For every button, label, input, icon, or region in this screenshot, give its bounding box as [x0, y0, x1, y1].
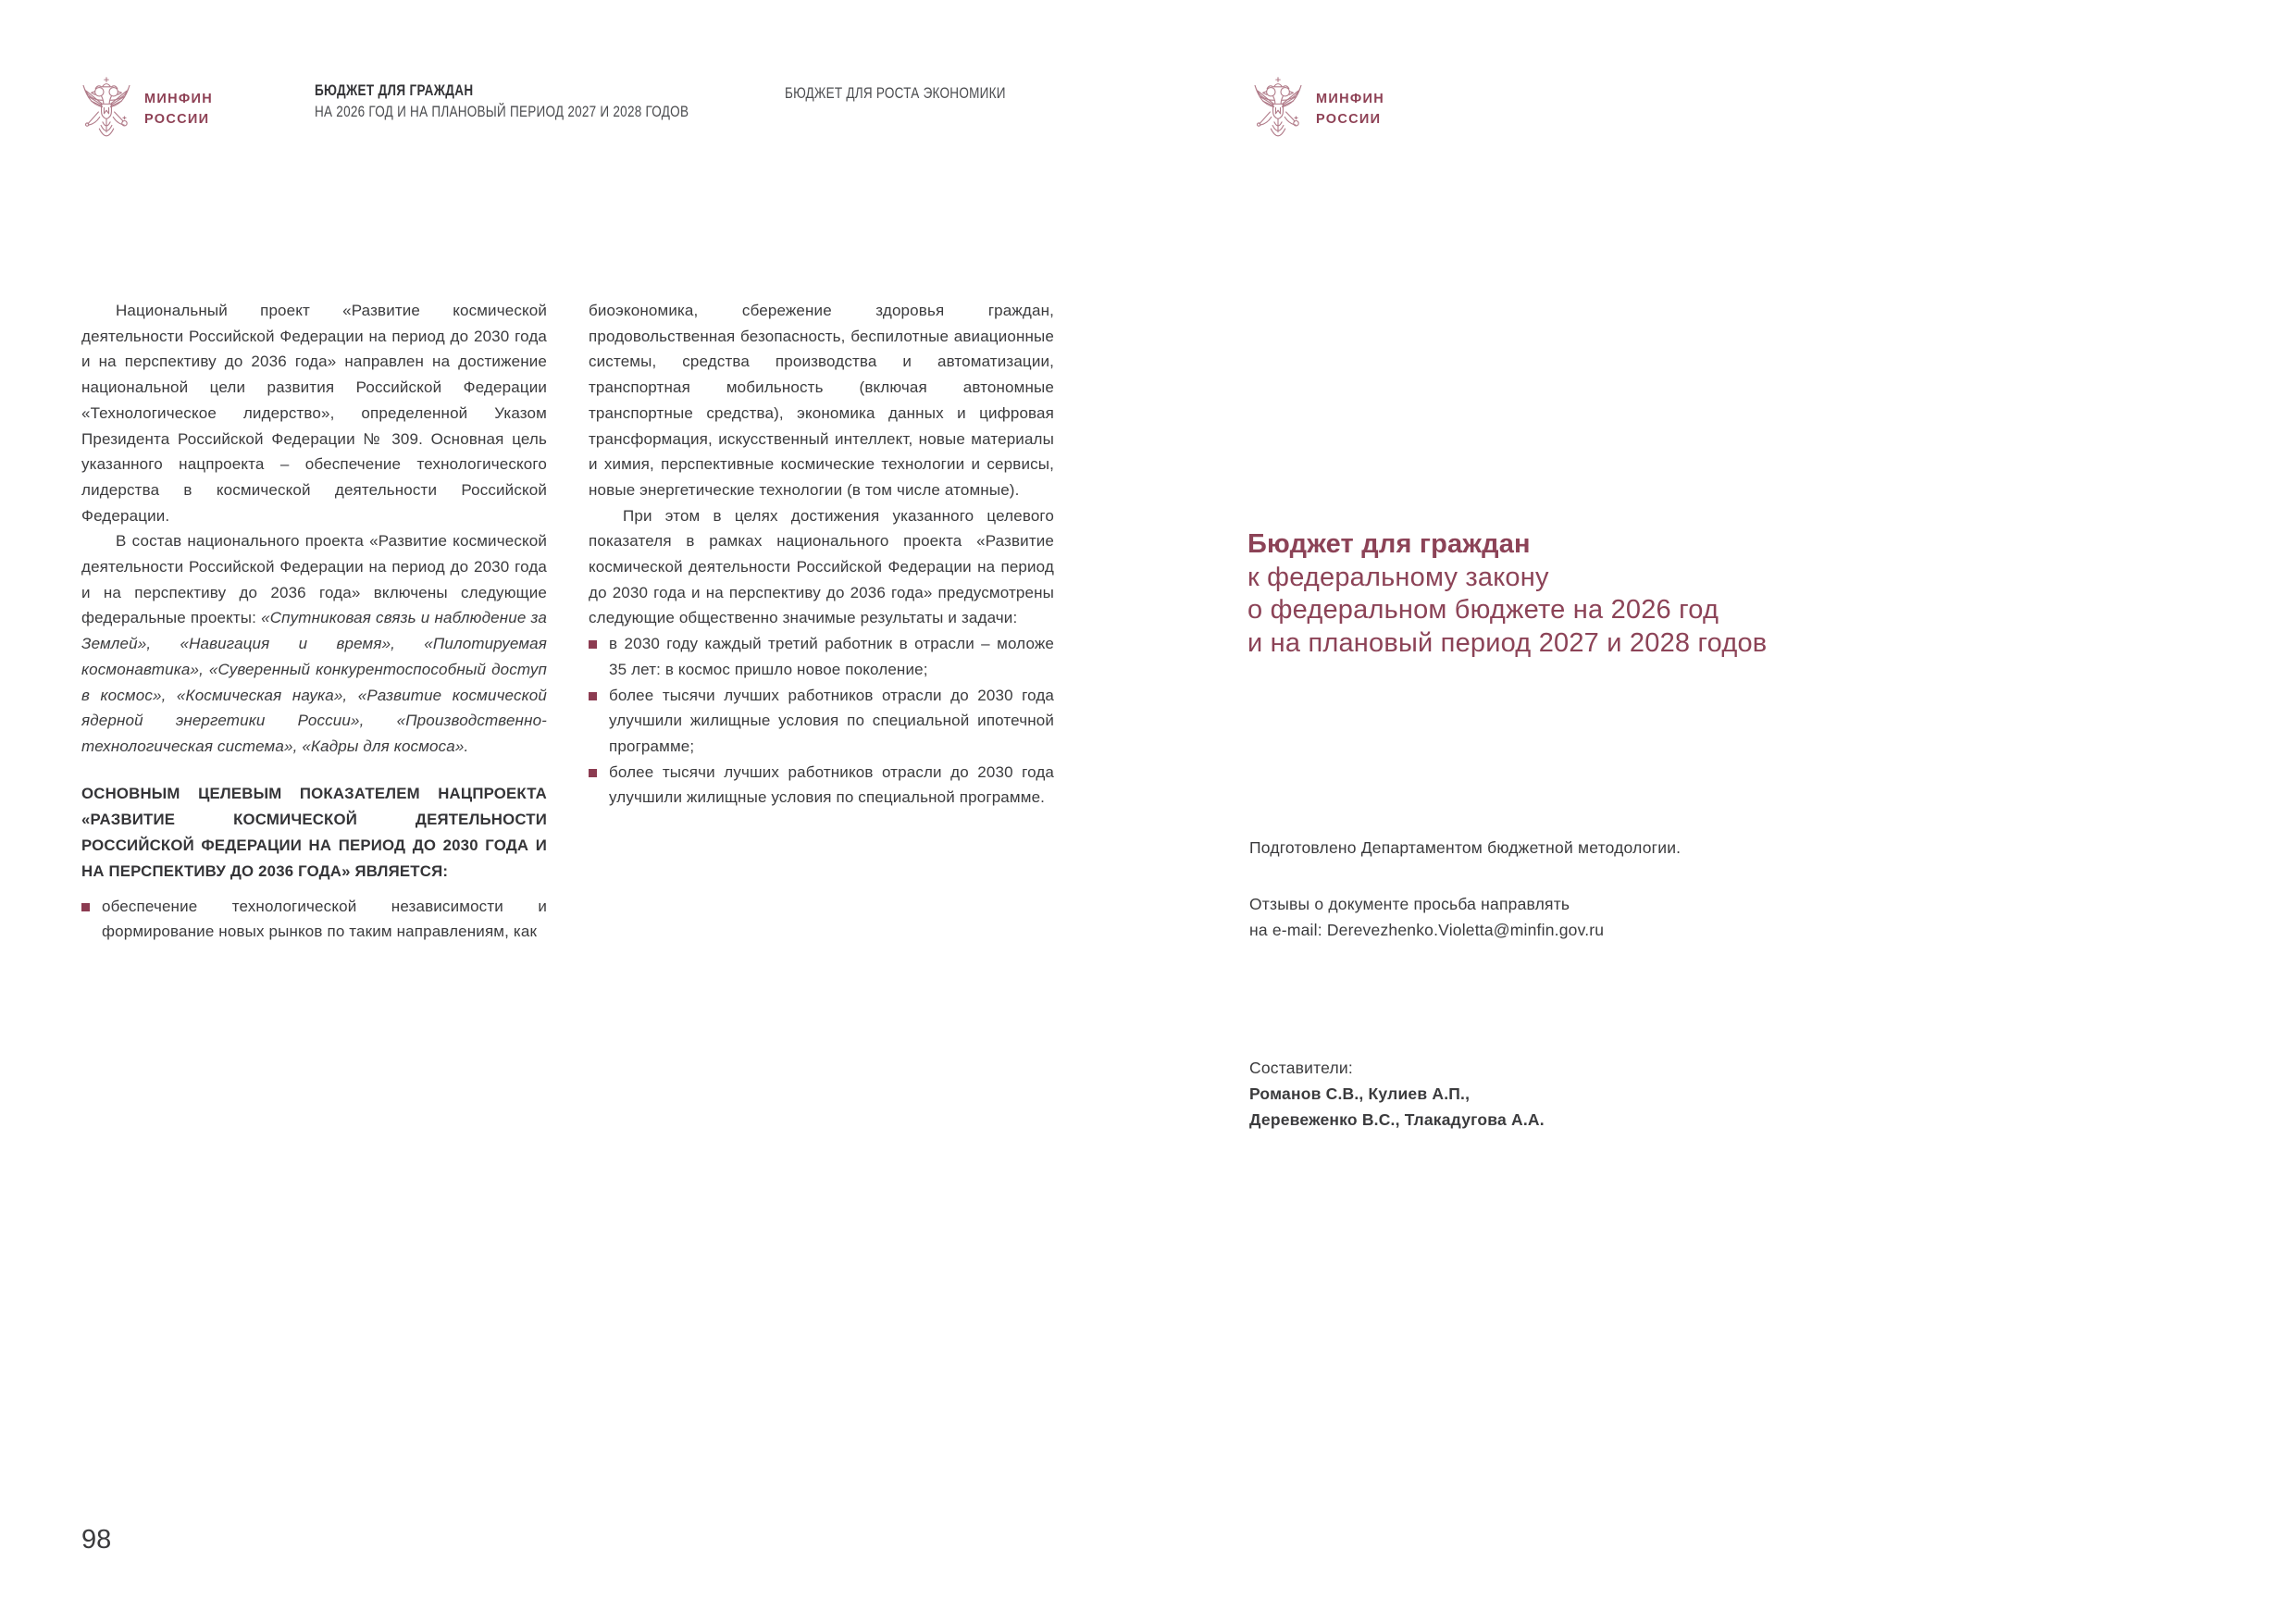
bullet-square-icon	[589, 640, 597, 649]
feedback-line-1: Отзывы о документе просьба направлять	[1249, 895, 1570, 913]
paragraph-federal-projects	[81, 528, 547, 759]
key-indicator-heading: ОСНОВНЫМ ЦЕЛЕВЫМ ПОКАЗАТЕЛЕМ НАЦПРОЕКТА «РАЗВИТИЕ КОСМИЧЕСКОЙ ДЕЯТЕЛЬНОСТИ РОССИЙСКОЙ ФЕДЕРАЦИИ НА ПЕРИОД ДО 2030 ГОДА И НА ПЕРСПЕКТИВУ ДО 2036 ГОДА» ЯВЛЯЕТСЯ:	[81, 784, 547, 880]
paragraph-results-intro: При этом в целях достижения указанного целевого показателя в рамках национального проекта «Развитие космической деятельности Российской Федерации на период до 2030 года и на перспективу до 2036 года» предусмотрены следующие общественно значимые результаты и задачи:	[589, 506, 1054, 627]
text-column-1	[81, 298, 547, 945]
prepared-by-note: Подготовлено Департаментом бюджетной методологии.	[1249, 838, 1682, 857]
bullet-list-col2	[589, 631, 1054, 811]
list-item	[81, 894, 547, 945]
cover-title-line-4: и на плановый период 2027 и 2028 годов	[1247, 627, 1768, 658]
bullet-list-col1	[81, 894, 547, 945]
logo-line-1: МИНФИН	[1316, 92, 1385, 106]
federal-projects-list-italic: «Спутниковая связь и наблюдение за Землей», «Навигация и время», «Пилотируемая космонавтика», «Суверенный конкурентоспособный доступ в космос», «Космическая наука», «Развитие космической ядерной энергетики России», «Производственно-технологическая система», «Кадры для космоса».	[81, 609, 547, 755]
cover-title-line-1: Бюджет для граждан	[1247, 529, 1531, 559]
logo-line-1: МИНФИН	[144, 92, 214, 106]
document-subtitle: НА 2026 ГОД И НА ПЛАНОВЫЙ ПЕРИОД 2027 И 2028 ГОДОВ	[315, 104, 689, 120]
document-title: БЮДЖЕТ ДЛЯ ГРАЖДАН	[315, 82, 474, 99]
section-label: БЮДЖЕТ ДЛЯ РОСТА ЭКОНОМИКИ	[785, 85, 1006, 102]
authors-line-1: Романов С.В., Кулиев А.П.,	[1249, 1084, 1471, 1103]
body-columns	[81, 298, 1054, 945]
feedback-note	[1249, 891, 1604, 943]
minfin-logo-wordmark	[1316, 89, 1384, 150]
bullet-text: обеспечение технологической независимости и формирование новых рынков по таким направлениям, как	[102, 897, 547, 941]
minfin-logo-wordmark	[144, 89, 213, 150]
authors-label: Составители:	[1249, 1059, 1353, 1077]
cover-title-line-2: к федеральному закону	[1247, 562, 1549, 592]
list-item	[589, 760, 1054, 811]
minfin-logo-right	[1251, 74, 1384, 150]
document-header	[315, 82, 771, 121]
minfin-logo-left	[80, 74, 213, 150]
cover-title-line-3: о федеральном бюджете на 2026 год	[1247, 595, 1719, 625]
bullet-square-icon	[81, 903, 90, 911]
bullet-text: в 2030 году каждый третий работник в отрасли – моложе 35 лет: в космос пришло новое поколение;	[609, 635, 1054, 678]
paragraph-directions-continued: биоэкономика, сбережение здоровья граждан, продовольственная безопасность, беспилотные авиационные системы, средства производства и автоматизации, транспортная мобильность (включая автономные транспортные средства), экономика данных и цифровая трансформация, искусственный интеллект, новые материалы и химия, перспективные космические технологии и сервисы, новые энергетические технологии (в том числе атомные).	[589, 302, 1054, 499]
feedback-email-line: на e-mail: Derevezhenko.Violetta@minfin.gov.ru	[1249, 921, 1605, 939]
logo-line-2: РОССИИ	[1316, 112, 1382, 127]
bullet-square-icon	[589, 692, 597, 700]
bullet-text: более тысячи лучших работников отрасли до 2030 года улучшили жилищные условия по специальной программе.	[609, 762, 1054, 807]
authors-line-2: Деревеженко В.С., Тлакадугова А.А.	[1249, 1110, 1545, 1129]
authors-block	[1249, 1055, 1545, 1133]
paragraph-natsproekt-goal: Национальный проект «Развитие космической деятельности Российской Федерации на период до 2030 года и на перспективу до 2036 года» направлен на достижение национальной цели развития Российской Федерации «Технологическое лидерство», определенной Указом Президента Российской Федерации № 309. Основная цель указанного нацпроекта – обеспечение технологического лидерства в космической деятельности Российской Федерации.	[81, 302, 547, 525]
minfin-eagle-emblem-icon	[1251, 74, 1305, 150]
page-number: 98	[81, 1525, 112, 1555]
paragraph-federal-projects-lead: В состав национального проекта «Развитие космической деятельности Российской Федерации на период до 2030 года и на перспективу до 2036 года» включены следующие федеральные проекты:	[81, 532, 547, 627]
bullet-text: более тысячи лучших работников отрасли до 2030 года улучшили жилищные условия по специальной ипотечной программе;	[609, 686, 1054, 755]
text-column-2	[589, 298, 1054, 945]
logo-line-2: РОССИИ	[144, 112, 210, 127]
list-item	[589, 631, 1054, 682]
minfin-eagle-emblem-icon	[80, 74, 133, 150]
list-item	[589, 683, 1054, 760]
bullet-square-icon	[589, 769, 597, 777]
cover-title	[1247, 528, 1767, 660]
